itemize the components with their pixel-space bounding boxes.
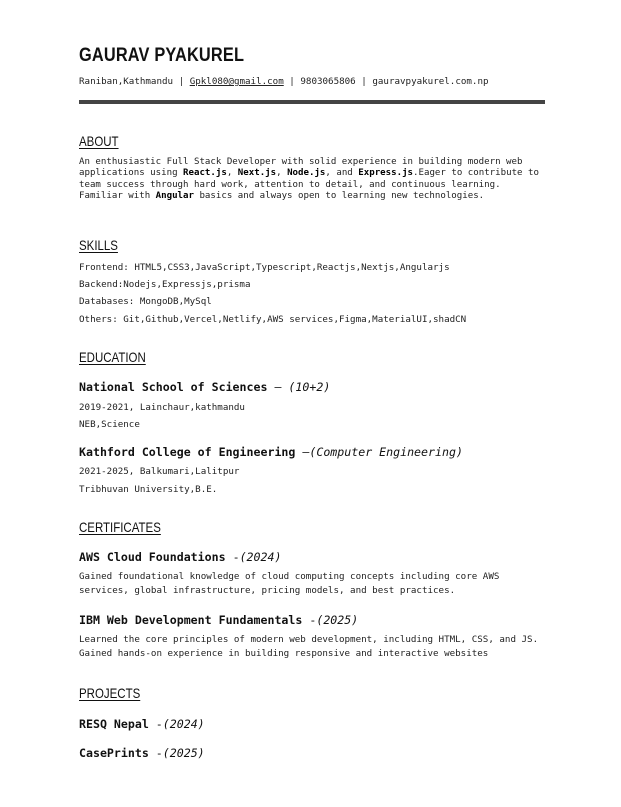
contact-line bbox=[79, 76, 489, 87]
tech-highlight: React.js bbox=[183, 168, 227, 179]
school-name: Kathford College of Engineering bbox=[79, 445, 296, 459]
about-heading: ABOUT bbox=[79, 133, 119, 149]
certificates-heading: CERTIFICATES bbox=[79, 519, 161, 535]
about-text: , bbox=[276, 168, 288, 179]
project-year: (2024) bbox=[162, 717, 205, 731]
certificate-title bbox=[79, 613, 358, 627]
website-text: gauravpyakurel.com.np bbox=[372, 76, 489, 87]
education-years: 2019-2021, Lainchaur,kathmandu bbox=[79, 402, 245, 413]
school-detail: (Computer Engineering) bbox=[309, 445, 463, 459]
title-separator: - bbox=[148, 717, 163, 731]
skills-heading: SKILLS bbox=[79, 237, 118, 253]
about-paragraph bbox=[79, 157, 539, 203]
tech-highlight: Next.js bbox=[237, 168, 277, 179]
title-separator: — bbox=[295, 445, 310, 459]
certificate-description: Gained foundational knowledge of cloud computing concepts including core AWS services, global infrastructure, pricing models, and best practices. bbox=[79, 571, 500, 596]
certificate-title bbox=[79, 550, 281, 564]
project-year: (2025) bbox=[162, 746, 205, 760]
title-separator: - bbox=[148, 746, 163, 760]
tech-highlight: Node.js bbox=[287, 168, 326, 179]
title-separator: - bbox=[225, 550, 240, 564]
project-title bbox=[79, 717, 205, 731]
education-board: Tribhuvan University,B.E. bbox=[79, 484, 218, 495]
certificate-year: (2025) bbox=[316, 613, 359, 627]
education-entry-title bbox=[79, 380, 330, 394]
tech-highlight: Express.js bbox=[358, 168, 414, 179]
about-text: basics and always open to learning new technologies. bbox=[193, 191, 485, 202]
skill-line-frontend: Frontend: HTML5,CSS3,JavaScript,Typescript,Reactjs,Nextjs,Angularjs bbox=[79, 262, 450, 273]
about-text: , and bbox=[325, 168, 359, 179]
education-years: 2021-2025, Balkumari,Lalitpur bbox=[79, 466, 240, 477]
school-detail: (10+2) bbox=[288, 380, 331, 394]
project-name: CasePrints bbox=[79, 746, 149, 760]
about-text: , bbox=[226, 168, 238, 179]
education-entry-title bbox=[79, 445, 463, 459]
certificate-description: Learned the core principles of modern web development, including HTML, CSS, and JS. Gained hands-on experience in building responsive and interactive websites bbox=[79, 634, 539, 659]
location-text: Raniban,Kathmandu bbox=[79, 76, 174, 87]
certificate-year: (2024) bbox=[239, 550, 282, 564]
education-board: NEB,Science bbox=[79, 419, 140, 430]
about-text: .Eager to contribute to team success through hard work, attention to detail, and continuous learning. Familiar with bbox=[79, 168, 539, 202]
project-name: RESQ Nepal bbox=[79, 717, 149, 731]
title-separator: — bbox=[267, 380, 289, 394]
skill-line-backend: Backend:Nodejs,Expressjs,prisma bbox=[79, 279, 251, 290]
about-text: An enthusiastic Full Stack Developer with solid experience in building modern web applications using bbox=[79, 157, 523, 179]
skill-line-databases: Databases: MongoDB,MySql bbox=[79, 296, 212, 307]
phone-text: 9803065806 bbox=[300, 76, 356, 87]
projects-heading: PROJECTS bbox=[79, 685, 141, 701]
candidate-name: GAURAV PYAKUREL bbox=[79, 45, 245, 66]
project-title bbox=[79, 746, 205, 760]
separator: | bbox=[289, 76, 295, 87]
separator: | bbox=[178, 76, 185, 87]
education-heading: EDUCATION bbox=[79, 349, 146, 365]
school-name: National School of Sciences bbox=[79, 380, 268, 394]
certificate-name: AWS Cloud Foundations bbox=[79, 550, 226, 564]
separator: | bbox=[361, 76, 367, 87]
title-separator: - bbox=[302, 613, 317, 627]
header-divider bbox=[79, 100, 545, 104]
tech-highlight: Angular bbox=[155, 191, 194, 202]
certificate-name: IBM Web Development Fundamentals bbox=[79, 613, 303, 627]
skill-line-others: Others: Git,Github,Vercel,Netlify,AWS services,Figma,MaterialUI,shadCN bbox=[79, 314, 467, 325]
email-link[interactable]: Gpkl080@gmail.com bbox=[189, 76, 284, 87]
